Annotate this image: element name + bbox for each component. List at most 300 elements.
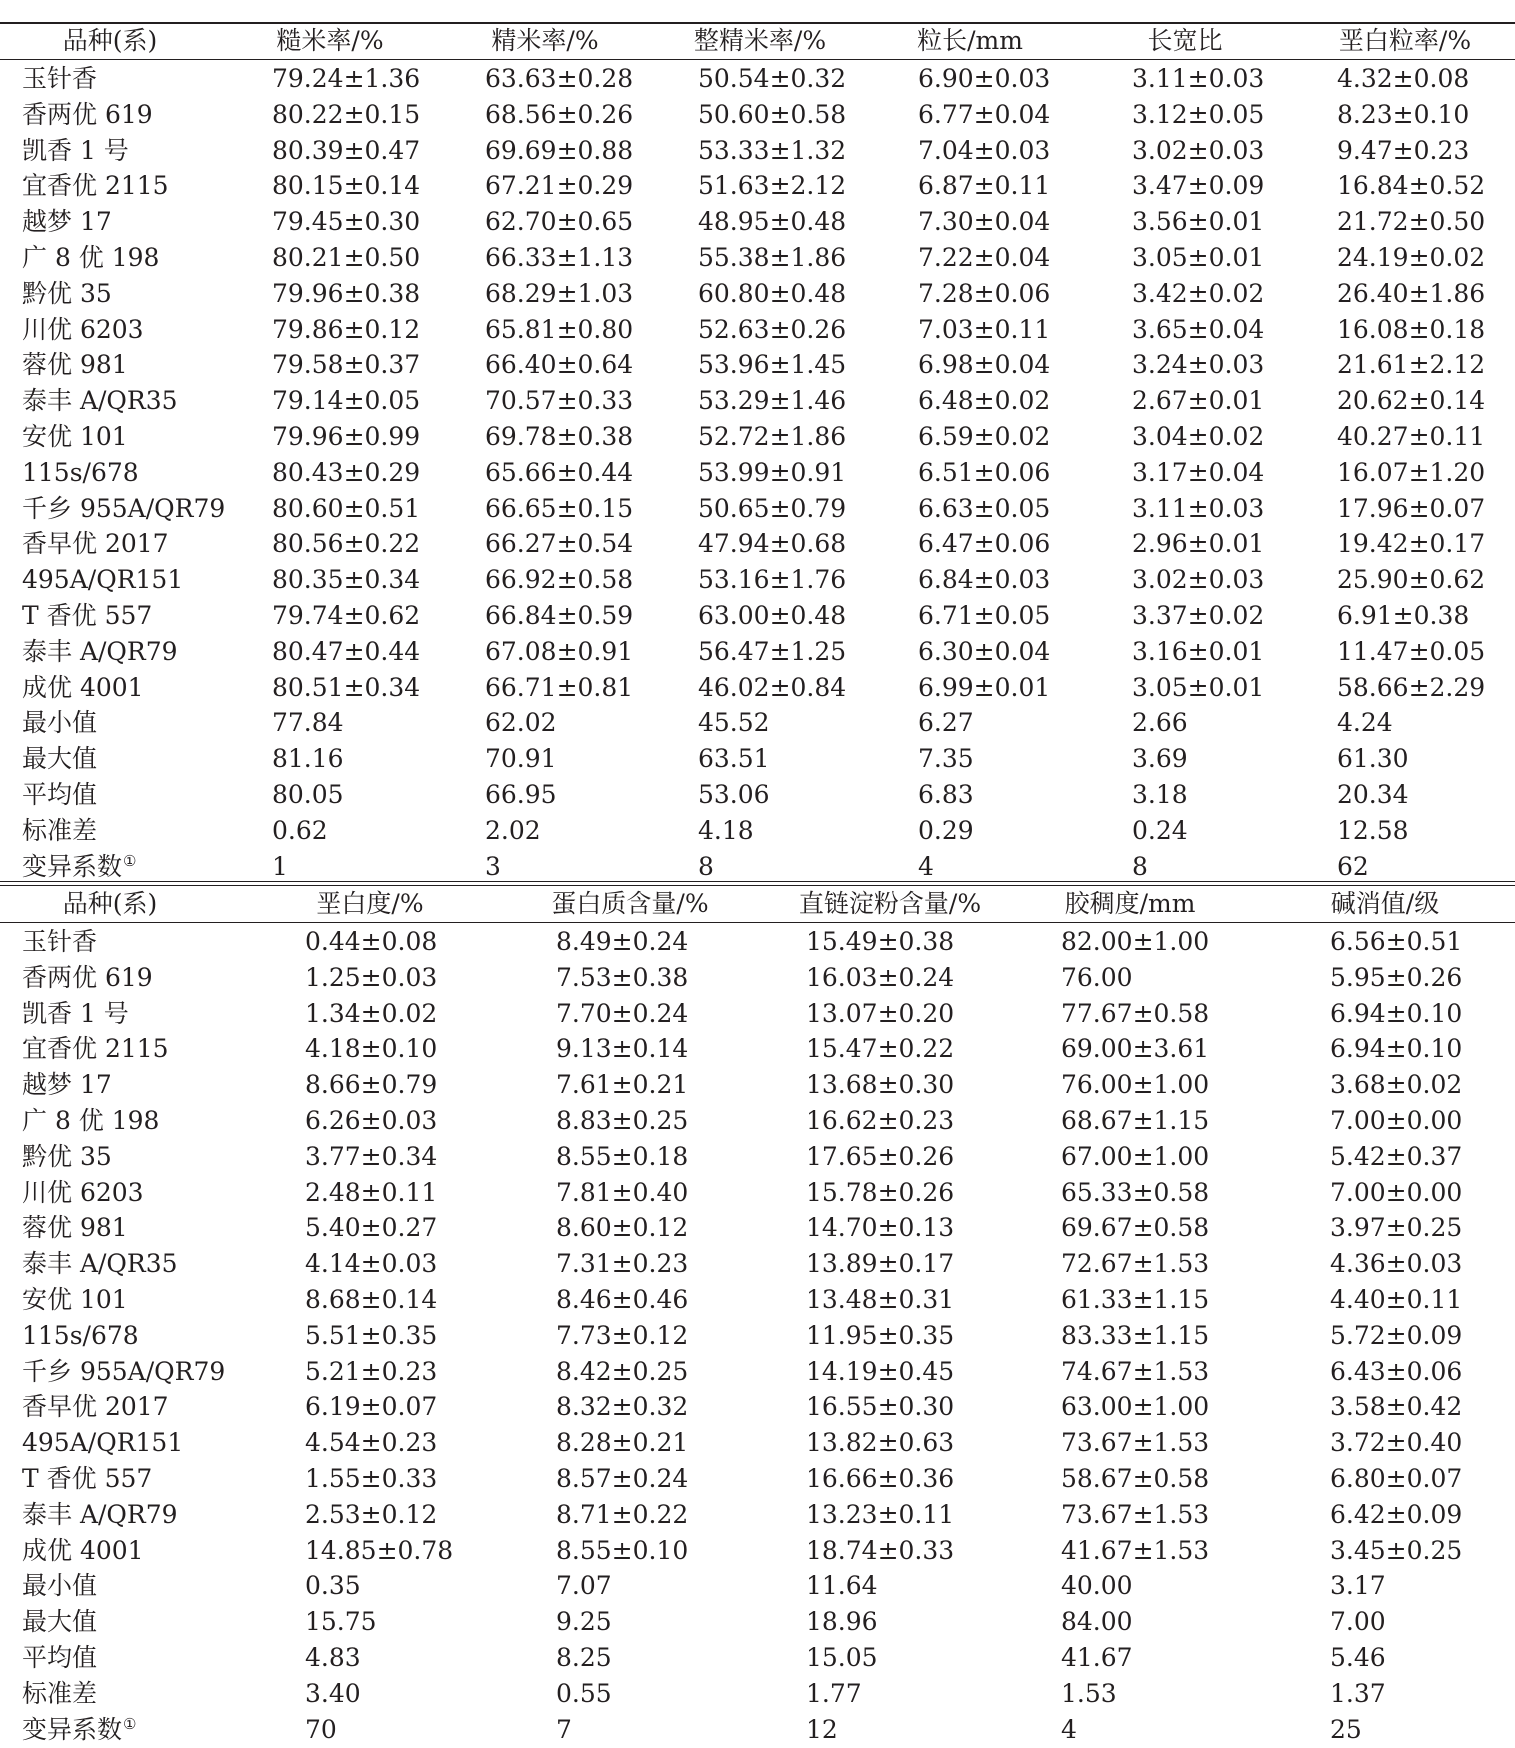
- value-cell: 16.03±0.24: [806, 962, 955, 992]
- value-cell: 7.81±0.40: [556, 1177, 689, 1207]
- value-cell: 4: [1061, 1714, 1077, 1744]
- table-row: [0, 204, 1515, 240]
- value-cell: 13.23±0.11: [806, 1499, 955, 1529]
- value-cell: 4.14±0.03: [305, 1249, 438, 1279]
- value-cell: 69.69±0.88: [485, 135, 634, 165]
- value-cell: 81.16: [272, 744, 344, 774]
- value-cell: 3.45±0.25: [1330, 1535, 1463, 1565]
- value-cell: 0.29: [918, 815, 974, 845]
- value-cell: 66.95: [485, 780, 557, 809]
- variety-cell: 115s/678: [22, 1320, 139, 1350]
- column-header: 整精米率/%: [693, 26, 827, 55]
- value-cell: 6.19±0.07: [305, 1392, 438, 1422]
- value-cell: 80.51±0.34: [272, 672, 421, 702]
- value-cell: 2.02: [485, 815, 541, 845]
- value-cell: 3.16±0.01: [1132, 636, 1265, 666]
- value-cell: 7.31±0.23: [556, 1249, 689, 1279]
- value-cell: 14.19±0.45: [806, 1356, 955, 1386]
- column-header: 精米率/%: [491, 26, 599, 55]
- value-cell: 7.04±0.03: [918, 135, 1051, 165]
- value-cell: 1.37: [1330, 1678, 1386, 1708]
- value-cell: 7.28±0.06: [918, 278, 1051, 308]
- value-cell: 7.73±0.12: [556, 1320, 689, 1350]
- column-header: 糙米率/%: [276, 26, 384, 55]
- value-cell: 11.95±0.35: [806, 1320, 955, 1350]
- value-cell: 66.65±0.15: [485, 493, 634, 523]
- value-cell: 62: [1337, 851, 1369, 881]
- value-cell: 76.00±1.00: [1061, 1070, 1210, 1100]
- value-cell: 3.18: [1132, 780, 1188, 809]
- value-cell: 3.02±0.03: [1132, 135, 1265, 165]
- value-cell: 6.87±0.11: [918, 171, 1051, 201]
- variety-cell: 蓉优 981: [22, 350, 128, 380]
- bottom-rule: [0, 881, 1515, 882]
- variety-cell: 最小值: [22, 1571, 98, 1601]
- variety-cell: 变异系数: [22, 1714, 123, 1744]
- table-row: [0, 960, 1515, 996]
- value-cell: 3.04±0.02: [1132, 422, 1265, 451]
- table-row: [0, 1604, 1515, 1640]
- value-cell: 8.42±0.25: [556, 1356, 689, 1386]
- value-cell: 76.00: [1061, 962, 1133, 992]
- value-cell: 3.12±0.05: [1132, 99, 1265, 129]
- value-cell: 66.84±0.59: [485, 601, 634, 630]
- value-cell: 5.46: [1330, 1643, 1386, 1672]
- variety-cell: 标准差: [22, 1678, 98, 1708]
- value-cell: 61.30: [1337, 744, 1409, 774]
- table-row: [0, 419, 1515, 455]
- value-cell: 65.33±0.58: [1061, 1177, 1210, 1207]
- table-row: [0, 1497, 1515, 1533]
- value-cell: 63.00±0.48: [698, 601, 847, 630]
- variety-cell: T 香优 557: [22, 601, 153, 630]
- value-cell: 3: [485, 851, 501, 881]
- value-cell: 67.00±1.00: [1061, 1141, 1210, 1171]
- value-cell: 6.94±0.10: [1330, 1034, 1463, 1064]
- value-cell: 6.59±0.02: [918, 422, 1051, 451]
- variety-cell: 最大值: [22, 744, 98, 774]
- value-cell: 80.15±0.14: [272, 171, 421, 201]
- value-cell: 4.83: [305, 1643, 361, 1672]
- table-row: [0, 1389, 1515, 1425]
- value-cell: 66.33±1.13: [485, 243, 634, 272]
- table-row: [0, 634, 1515, 670]
- value-cell: 80.35±0.34: [272, 565, 421, 595]
- value-cell: 3.11±0.03: [1132, 493, 1265, 523]
- value-cell: 6.63±0.05: [918, 493, 1051, 523]
- value-cell: 4.36±0.03: [1330, 1249, 1463, 1279]
- value-cell: 13.89±0.17: [806, 1249, 955, 1279]
- variety-cell: 川优 6203: [22, 314, 144, 344]
- table-row: [0, 168, 1515, 204]
- value-cell: 20.34: [1337, 780, 1409, 809]
- value-cell: 51.63±2.12: [698, 171, 847, 201]
- value-cell: 8.55±0.10: [556, 1535, 689, 1565]
- value-cell: 53.33±1.32: [698, 135, 847, 165]
- value-cell: 70.91: [485, 744, 557, 774]
- value-cell: 4.32±0.08: [1337, 64, 1470, 93]
- value-cell: 4.54±0.23: [305, 1428, 438, 1458]
- value-cell: 8.55±0.18: [556, 1141, 689, 1171]
- variety-cell: 黔优 35: [22, 1141, 112, 1171]
- value-cell: 1: [272, 851, 288, 881]
- header-rule: [0, 922, 1515, 923]
- value-cell: 1.77: [806, 1678, 862, 1708]
- column-header: 碱消值/级: [1330, 889, 1440, 918]
- value-cell: 53.29±1.46: [698, 386, 847, 416]
- value-cell: 8.71±0.22: [556, 1499, 689, 1529]
- value-cell: 83.33±1.15: [1061, 1320, 1210, 1350]
- variety-cell: 标准差: [22, 815, 98, 845]
- value-cell: 80.56±0.22: [272, 529, 421, 559]
- table-row: [0, 777, 1515, 813]
- value-cell: 50.54±0.32: [698, 64, 847, 93]
- value-cell: 69.78±0.38: [485, 422, 634, 451]
- value-cell: 3.77±0.34: [305, 1141, 438, 1171]
- value-cell: 13.07±0.20: [806, 998, 955, 1028]
- table-row: [0, 491, 1515, 527]
- value-cell: 73.67±1.53: [1061, 1428, 1210, 1458]
- value-cell: 41.67±1.53: [1061, 1535, 1210, 1565]
- value-cell: 62.70±0.65: [485, 207, 634, 237]
- value-cell: 45.52: [698, 708, 770, 738]
- value-cell: 52.72±1.86: [698, 422, 847, 451]
- value-cell: 80.05: [272, 780, 344, 809]
- value-cell: 25: [1330, 1714, 1362, 1744]
- value-cell: 21.61±2.12: [1337, 350, 1486, 380]
- column-header: 垩白度/%: [316, 889, 424, 918]
- table-row: [0, 996, 1515, 1032]
- variety-cell: 成优 4001: [22, 1535, 144, 1565]
- variety-cell: 蓉优 981: [22, 1213, 128, 1243]
- value-cell: 6.94±0.10: [1330, 998, 1463, 1028]
- table-row: [0, 741, 1515, 777]
- value-cell: 7.61±0.21: [556, 1070, 689, 1100]
- variety-cell: 495A/QR151: [22, 1428, 184, 1458]
- value-cell: 7: [556, 1714, 572, 1744]
- value-cell: 63.51: [698, 744, 770, 774]
- value-cell: 0.62: [272, 815, 328, 845]
- value-cell: 6.83: [918, 780, 974, 809]
- value-cell: 68.67±1.15: [1061, 1106, 1210, 1135]
- value-cell: 80.22±0.15: [272, 99, 421, 129]
- column-header: 胶稠度/mm: [1064, 889, 1196, 918]
- value-cell: 40.00: [1061, 1571, 1133, 1601]
- value-cell: 7.00: [1330, 1607, 1386, 1637]
- value-cell: 9.25: [556, 1607, 612, 1637]
- value-cell: 79.86±0.12: [272, 314, 421, 344]
- value-cell: 80.60±0.51: [272, 493, 421, 523]
- variety-cell: 香早优 2017: [22, 1392, 169, 1422]
- table-row: [0, 1461, 1515, 1497]
- column-header: 粒长/mm: [917, 26, 1023, 55]
- table-row: [0, 705, 1515, 741]
- value-cell: 58.66±2.29: [1337, 672, 1486, 702]
- variety-cell: 香早优 2017: [22, 529, 169, 559]
- table-row: [0, 1067, 1515, 1103]
- value-cell: 4.18±0.10: [305, 1034, 438, 1064]
- value-cell: 3.05±0.01: [1132, 672, 1265, 702]
- value-cell: 7.30±0.04: [918, 207, 1051, 237]
- value-cell: 15.75: [305, 1607, 377, 1637]
- value-cell: 77.67±0.58: [1061, 998, 1210, 1028]
- value-cell: 8.25: [556, 1643, 612, 1672]
- value-cell: 6.71±0.05: [918, 601, 1051, 630]
- variety-cell: 宜香优 2115: [22, 1034, 169, 1064]
- table-row: [0, 455, 1515, 491]
- variety-cell: 泰丰 A/QR79: [22, 636, 178, 666]
- value-cell: 8: [698, 851, 714, 881]
- variety-cell: 宜香优 2115: [22, 171, 169, 201]
- value-cell: 62.02: [485, 708, 557, 738]
- value-cell: 6.80±0.07: [1330, 1464, 1463, 1493]
- value-cell: 61.33±1.15: [1061, 1285, 1210, 1314]
- value-cell: 50.65±0.79: [698, 493, 847, 523]
- variety-cell: 玉针香: [22, 927, 98, 956]
- value-cell: 24.19±0.02: [1337, 243, 1486, 272]
- value-cell: 80.43±0.29: [272, 457, 421, 487]
- header-rule: [0, 59, 1515, 60]
- value-cell: 5.95±0.26: [1330, 962, 1463, 992]
- variety-cell: 广 8 优 198: [22, 243, 160, 272]
- value-cell: 6.84±0.03: [918, 565, 1051, 595]
- value-cell: 2.67±0.01: [1132, 386, 1265, 416]
- table-row: [0, 670, 1515, 706]
- value-cell: 48.95±0.48: [698, 207, 847, 237]
- table-row: [0, 598, 1515, 634]
- value-cell: 3.40: [305, 1678, 361, 1708]
- value-cell: 6.91±0.38: [1337, 601, 1470, 630]
- value-cell: 16.55±0.30: [806, 1392, 955, 1422]
- value-cell: 70.57±0.33: [485, 386, 634, 416]
- variety-cell: 黔优 35: [22, 278, 112, 308]
- value-cell: 7.07: [556, 1571, 612, 1601]
- value-cell: 17.96±0.07: [1337, 493, 1486, 523]
- value-cell: 66.40±0.64: [485, 350, 634, 380]
- value-cell: 12: [806, 1714, 838, 1744]
- value-cell: 0.44±0.08: [305, 927, 438, 956]
- value-cell: 79.24±1.36: [272, 64, 421, 93]
- value-cell: 67.21±0.29: [485, 171, 634, 201]
- variety-cell: 495A/QR151: [22, 565, 184, 595]
- value-cell: 8.57±0.24: [556, 1464, 689, 1493]
- value-cell: 53.96±1.45: [698, 350, 847, 380]
- variety-cell: 广 8 优 198: [22, 1106, 160, 1135]
- value-cell: 3.72±0.40: [1330, 1428, 1463, 1458]
- table-row: [0, 1031, 1515, 1067]
- variety-cell: 越梦 17: [22, 207, 112, 237]
- value-cell: 9.47±0.23: [1337, 135, 1470, 165]
- variety-cell: 玉针香: [22, 64, 98, 93]
- variety-cell: 香两优 619: [22, 962, 153, 992]
- table-row: [0, 924, 1515, 960]
- value-cell: 3.56±0.01: [1132, 207, 1265, 237]
- column-header: 品种(系): [62, 26, 158, 55]
- value-cell: 1.55±0.33: [305, 1464, 438, 1493]
- table-row: [0, 1640, 1515, 1676]
- value-cell: 16.84±0.52: [1337, 171, 1486, 201]
- value-cell: 8.68±0.14: [305, 1285, 438, 1314]
- variety-cell: 泰丰 A/QR79: [22, 1499, 178, 1529]
- value-cell: 77.84: [272, 708, 344, 738]
- value-cell: 13.82±0.63: [806, 1428, 955, 1458]
- value-cell: 50.60±0.58: [698, 99, 847, 129]
- value-cell: 15.78±0.26: [806, 1177, 955, 1207]
- table-row: [0, 1103, 1515, 1139]
- variety-cell: 泰丰 A/QR35: [22, 386, 178, 416]
- table-row: 变异系数 ① 70 7 12 4 25: [0, 1712, 1515, 1748]
- value-cell: 65.81±0.80: [485, 314, 634, 344]
- column-header: 长宽比: [1147, 26, 1223, 55]
- value-cell: 8.49±0.24: [556, 927, 689, 956]
- variety-cell: 115s/678: [22, 457, 139, 487]
- value-cell: 6.30±0.04: [918, 636, 1051, 666]
- variety-cell: 最大值: [22, 1607, 98, 1637]
- value-cell: 16.08±0.18: [1337, 314, 1486, 344]
- value-cell: 18.74±0.33: [806, 1535, 955, 1565]
- value-cell: 16.62±0.23: [806, 1106, 955, 1135]
- value-cell: 12.58: [1337, 815, 1409, 845]
- value-cell: 3.11±0.03: [1132, 64, 1265, 93]
- value-cell: 56.47±1.25: [698, 636, 847, 666]
- value-cell: 18.96: [806, 1607, 878, 1637]
- value-cell: 67.08±0.91: [485, 636, 634, 666]
- value-cell: 6.90±0.03: [918, 64, 1051, 93]
- value-cell: 79.96±0.99: [272, 422, 421, 451]
- value-cell: 5.40±0.27: [305, 1213, 438, 1243]
- value-cell: 6.27: [918, 708, 974, 738]
- value-cell: 25.90±0.62: [1337, 565, 1486, 595]
- value-cell: 53.99±0.91: [698, 457, 847, 487]
- variety-cell: T 香优 557: [22, 1464, 153, 1493]
- table-row: [0, 383, 1515, 419]
- value-cell: 8.32±0.32: [556, 1392, 689, 1422]
- variety-cell: 变异系数: [22, 851, 123, 881]
- value-cell: 3.17: [1330, 1571, 1386, 1601]
- column-header: 垩白粒率/%: [1338, 26, 1472, 55]
- value-cell: 7.53±0.38: [556, 962, 689, 992]
- value-cell: 8.46±0.46: [556, 1285, 689, 1314]
- value-cell: 53.06: [698, 780, 770, 809]
- table-row: 变异系数 ① 1 3 8 4 8 62: [0, 849, 1515, 885]
- value-cell: 3.68±0.02: [1330, 1070, 1463, 1100]
- table-row: [0, 1676, 1515, 1712]
- value-cell: 8.66±0.79: [305, 1070, 438, 1100]
- variety-cell: 凯香 1 号: [22, 135, 129, 165]
- value-cell: 6.98±0.04: [918, 350, 1051, 380]
- value-cell: 47.94±0.68: [698, 529, 847, 559]
- table-row: [0, 347, 1515, 383]
- value-cell: 4: [918, 851, 934, 881]
- value-cell: 7.22±0.04: [918, 243, 1051, 272]
- table-row: [0, 1354, 1515, 1390]
- value-cell: 66.27±0.54: [485, 529, 634, 559]
- value-cell: 5.51±0.35: [305, 1320, 438, 1350]
- value-cell: 3.47±0.09: [1132, 171, 1265, 201]
- table-row: [0, 312, 1515, 348]
- table-row: [0, 526, 1515, 562]
- value-cell: 8.23±0.10: [1337, 99, 1470, 129]
- value-cell: 6.77±0.04: [918, 99, 1051, 129]
- value-cell: 53.16±1.76: [698, 565, 847, 595]
- value-cell: 52.63±0.26: [698, 314, 847, 344]
- value-cell: 8.28±0.21: [556, 1428, 689, 1458]
- value-cell: 16.07±1.20: [1337, 457, 1486, 487]
- value-cell: 3.42±0.02: [1132, 278, 1265, 308]
- value-cell: 63.00±1.00: [1061, 1392, 1210, 1422]
- value-cell: 7.00±0.00: [1330, 1106, 1463, 1135]
- value-cell: 7.00±0.00: [1330, 1177, 1463, 1207]
- value-cell: 15.49±0.38: [806, 927, 955, 956]
- value-cell: 80.47±0.44: [272, 636, 421, 666]
- value-cell: 3.37±0.02: [1132, 601, 1265, 630]
- value-cell: 2.96±0.01: [1132, 529, 1265, 559]
- value-cell: 13.68±0.30: [806, 1070, 955, 1100]
- value-cell: 21.72±0.50: [1337, 207, 1486, 237]
- value-cell: 69.67±0.58: [1061, 1213, 1210, 1243]
- variety-cell: 成优 4001: [22, 672, 144, 702]
- value-cell: 46.02±0.84: [698, 672, 847, 702]
- value-cell: 73.67±1.53: [1061, 1499, 1210, 1529]
- table-row: [0, 1318, 1515, 1354]
- value-cell: 2.66: [1132, 708, 1188, 738]
- value-cell: 40.27±0.11: [1337, 422, 1486, 451]
- variety-cell: 凯香 1 号: [22, 998, 129, 1028]
- value-cell: 80.21±0.50: [272, 243, 421, 272]
- value-cell: 1.53: [1061, 1678, 1117, 1708]
- table-row: [0, 97, 1515, 133]
- value-cell: 14.85±0.78: [305, 1535, 454, 1565]
- variety-cell: 平均值: [22, 1643, 98, 1672]
- value-cell: 6.42±0.09: [1330, 1499, 1463, 1529]
- table-row: [0, 1210, 1515, 1246]
- value-cell: 6.99±0.01: [918, 672, 1051, 702]
- value-cell: 79.45±0.30: [272, 207, 421, 237]
- value-cell: 8: [1132, 851, 1148, 881]
- value-cell: 72.67±1.53: [1061, 1249, 1210, 1279]
- column-header: 直链淀粉含量/%: [798, 889, 982, 918]
- table-row: [0, 1568, 1515, 1604]
- value-cell: 6.51±0.06: [918, 457, 1051, 487]
- value-cell: 79.14±0.05: [272, 386, 421, 416]
- value-cell: 3.58±0.42: [1330, 1392, 1463, 1422]
- value-cell: 5.42±0.37: [1330, 1141, 1463, 1171]
- value-cell: 55.38±1.86: [698, 243, 847, 272]
- value-cell: 3.97±0.25: [1330, 1213, 1463, 1243]
- value-cell: 2.53±0.12: [305, 1499, 438, 1529]
- value-cell: 19.42±0.17: [1337, 529, 1486, 559]
- value-cell: 6.48±0.02: [918, 386, 1051, 416]
- value-cell: 65.66±0.44: [485, 457, 634, 487]
- table-row: [0, 813, 1515, 849]
- value-cell: 4.24: [1337, 708, 1393, 738]
- value-cell: 3.69: [1132, 744, 1188, 774]
- value-cell: 41.67: [1061, 1643, 1133, 1672]
- variety-cell: 泰丰 A/QR35: [22, 1249, 178, 1279]
- variety-cell: 最小值: [22, 708, 98, 738]
- value-cell: 5.21±0.23: [305, 1356, 438, 1386]
- table-header-row: [0, 23, 1515, 59]
- variety-cell: 千乡 955A/QR79: [22, 1356, 226, 1386]
- variety-cell: 安优 101: [22, 1285, 128, 1314]
- value-cell: 15.05: [806, 1643, 878, 1672]
- value-cell: 58.67±0.58: [1061, 1464, 1210, 1493]
- value-cell: 4.40±0.11: [1330, 1285, 1463, 1314]
- table-row: [0, 1175, 1515, 1211]
- value-cell: 16.66±0.36: [806, 1464, 955, 1493]
- value-cell: 79.58±0.37: [272, 350, 421, 380]
- value-cell: 68.56±0.26: [485, 99, 634, 129]
